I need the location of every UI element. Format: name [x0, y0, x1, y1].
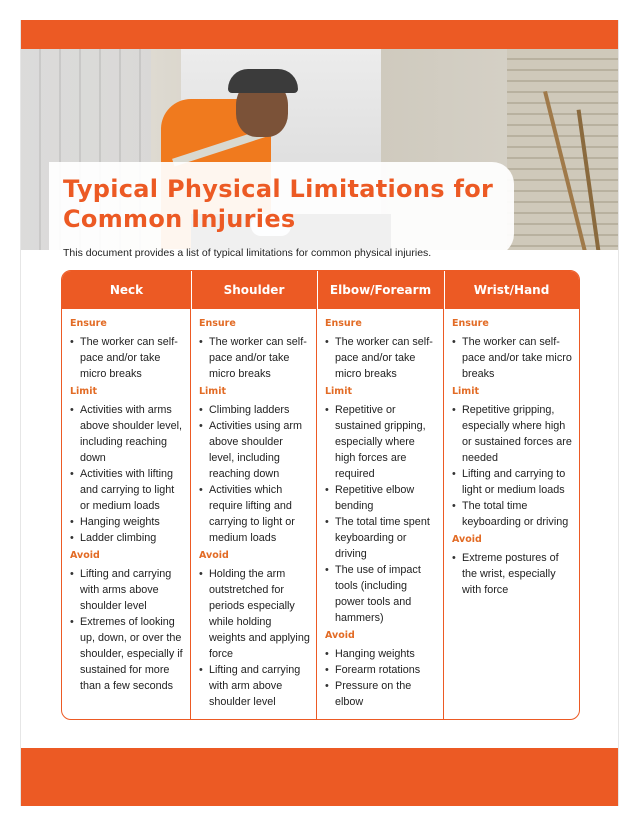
title-box — [49, 162, 514, 250]
list-item: • Extremes of looking up, down, or over the shoulder, especially if sustained for more than a few seconds — [70, 614, 184, 694]
list-item: • Repetitive gripping, especially where high or sustained forces are needed — [452, 402, 573, 466]
column-wrist-hand — [444, 309, 579, 719]
bullet-list — [325, 402, 437, 626]
bullet-list — [70, 334, 184, 382]
section-label: Limit — [199, 386, 227, 397]
list-item: • Hanging weights — [325, 646, 437, 662]
column-neck — [62, 309, 191, 719]
list-item: • Activities using arm above shoulder level, including reaching down — [199, 418, 310, 482]
list-item: • The total time spent keyboarding or driving — [325, 514, 437, 562]
list-item: • Activities with arms above shoulder level, including reaching down — [70, 402, 184, 466]
list-item: • Holding the arm outstretched for periods especially while holding weights and applying force — [199, 566, 310, 662]
section-label: Limit — [452, 386, 480, 397]
table-header-row — [62, 271, 579, 309]
column-header: Elbow/Forearm — [317, 271, 445, 309]
bullet-list — [199, 566, 310, 710]
page-title: Typical Physical Limitations for Common Injuries — [63, 175, 494, 233]
bullet-list — [70, 566, 184, 694]
list-item: • The worker can self-pace and/or take micro breaks — [452, 334, 573, 382]
bottom-banner — [21, 748, 618, 806]
section-label: Ensure — [199, 318, 236, 329]
bullet-list — [325, 334, 437, 382]
section-label: Avoid — [452, 534, 482, 545]
column-header: Shoulder — [191, 271, 318, 309]
list-item: • Lifting and carrying to light or medium loads — [452, 466, 573, 498]
bullet-list — [70, 402, 184, 546]
section-label: Ensure — [452, 318, 489, 329]
column-shoulder — [191, 309, 317, 719]
section-label: Avoid — [70, 550, 100, 561]
bullet-list — [325, 646, 437, 710]
bullet-list — [199, 334, 310, 382]
bullet-list — [452, 334, 573, 382]
list-item: • Lifting and carrying with arm above shoulder level — [199, 662, 310, 710]
section-label: Limit — [325, 386, 353, 397]
intro-text: This document provides a list of typical limitations for common physical injuries. — [63, 247, 432, 259]
bullet-list — [452, 402, 573, 530]
column-elbow-forearm — [317, 309, 444, 719]
column-header: Wrist/Hand — [473, 283, 550, 297]
list-item: • Activities with lifting and carrying to light or medium loads — [70, 466, 184, 514]
bullet-list — [199, 402, 310, 546]
list-item: • The worker can self-pace and/or take micro breaks — [325, 334, 437, 382]
list-item: • Forearm rotations — [325, 662, 437, 678]
list-item: • Ladder climbing — [70, 530, 184, 546]
list-item: • The use of impact tools (including power tools and hammers) — [325, 562, 437, 626]
list-item: • The total time keyboarding or driving — [452, 498, 573, 530]
page — [20, 20, 619, 806]
list-item: • Repetitive or sustained gripping, especially where high forces are required — [325, 402, 437, 482]
list-item: • Lifting and carrying with arms above shoulder level — [70, 566, 184, 614]
list-item: • The worker can self-pace and/or take micro breaks — [70, 334, 184, 382]
section-label: Limit — [70, 386, 98, 397]
list-item: • Repetitive elbow bending — [325, 482, 437, 514]
section-label: Avoid — [199, 550, 229, 561]
list-item: • The worker can self-pace and/or take micro breaks — [199, 334, 310, 382]
column-header: Neck — [62, 271, 192, 309]
photo-siding — [507, 49, 618, 250]
limitations-table — [61, 270, 580, 720]
photo-worker-cap — [228, 69, 298, 93]
section-label: Avoid — [325, 630, 355, 641]
bullet-list — [452, 550, 573, 598]
list-item: • Activities which require lifting and carrying to light or medium loads — [199, 482, 310, 546]
list-item: • Extreme postures of the wrist, especially with force — [452, 550, 573, 598]
hero-photo — [21, 49, 618, 250]
section-label: Ensure — [70, 318, 107, 329]
top-banner — [21, 20, 618, 49]
list-item: • Pressure on the elbow — [325, 678, 437, 710]
list-item: • Hanging weights — [70, 514, 184, 530]
section-label: Ensure — [325, 318, 362, 329]
list-item: • Climbing ladders — [199, 402, 310, 418]
